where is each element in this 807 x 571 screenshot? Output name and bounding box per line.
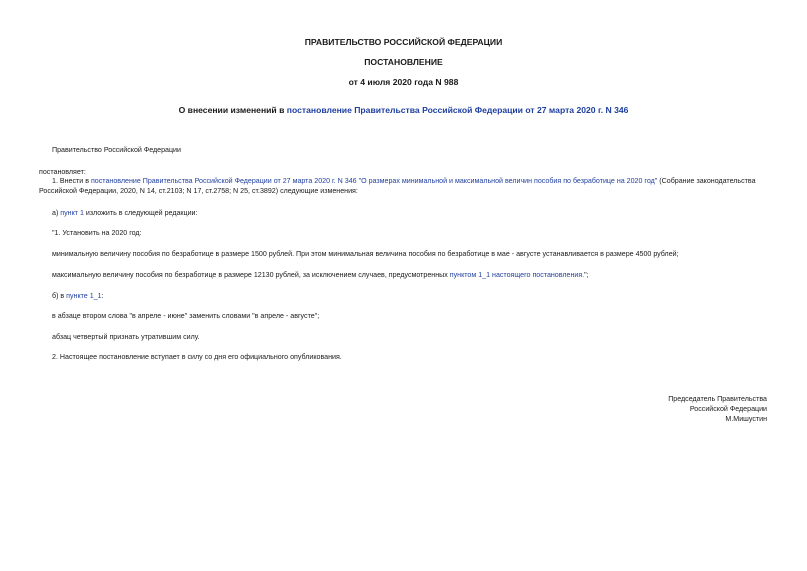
document-title xyxy=(0,105,807,115)
item1-prefix: 1. Внести в xyxy=(52,177,91,185)
signature-line1: Председатель Правительства xyxy=(668,395,767,403)
header-government: ПРАВИТЕЛЬСТВО РОССИЙСКОЙ ФЕДЕРАЦИИ xyxy=(304,37,503,47)
max-prefix: максимальную величину пособия по безработице в размере 12130 рублей, за исключением случаев, предусмотренных xyxy=(52,271,450,279)
a-link[interactable]: пункт 1 xyxy=(60,209,84,217)
max-line xyxy=(52,270,589,280)
item2: 2. Настоящее постановление вступает в силу со дня его официального опубликования. xyxy=(52,353,342,361)
a-prefix: а) xyxy=(52,209,61,217)
decree-text: постановляет: xyxy=(39,168,86,176)
b-line1: в абзаце втором слова "в апреле - июне" заменить словами "в апреле - августе"; xyxy=(52,312,320,320)
issuer-text: Правительство Российской Федерации xyxy=(52,146,181,154)
quote-start: "1. Установить на 2020 год: xyxy=(52,229,142,237)
max-link[interactable]: пунктом 1_1 настоящего постановления. xyxy=(449,271,585,279)
signature-line3: М.Мишустин xyxy=(725,415,767,423)
b-prefix: б) в xyxy=(52,292,67,300)
b-line2: абзац четвертый признать утратившим силу. xyxy=(52,333,200,341)
title-link[interactable]: постановление Правительства Российской Федерации от 27 марта 2020 г. N 346 xyxy=(286,105,629,115)
signature-line2: Российской Федерации xyxy=(689,405,767,413)
title-prefix: О внесении изменений в xyxy=(178,105,287,115)
item1-line2: Российской Федерации, 2020, N 14, ст.2103; N 17, ст.2758; N 25, ст.3892) следующие изменения: xyxy=(39,187,358,195)
item1-link[interactable]: постановление Правительства Российской Федерации от 27 марта 2020 г. N 346 "О размерах минимальной и максимальной величин пособия по безработице на 2020 год" xyxy=(90,177,658,185)
a-suffix: изложить в следующей редакции: xyxy=(83,209,198,217)
subitem-b xyxy=(52,291,104,301)
item1-suffix: (Собрание законодательства xyxy=(657,177,756,185)
header-date-number: от 4 июля 2020 года N 988 xyxy=(348,77,459,87)
item1-line1 xyxy=(52,176,756,186)
header-doc-type: ПОСТАНОВЛЕНИЕ xyxy=(364,57,443,67)
min-line: минимальную величину пособия по безработице в размере 1500 рублей. При этом минимальная величина пособия по безработице в мае - августе устанавливается в размере 4500 рублей; xyxy=(52,250,679,258)
max-suffix: "; xyxy=(584,271,589,279)
b-link[interactable]: пункте 1_1 xyxy=(66,292,102,300)
b-suffix: : xyxy=(101,292,104,300)
subitem-a xyxy=(52,208,198,218)
